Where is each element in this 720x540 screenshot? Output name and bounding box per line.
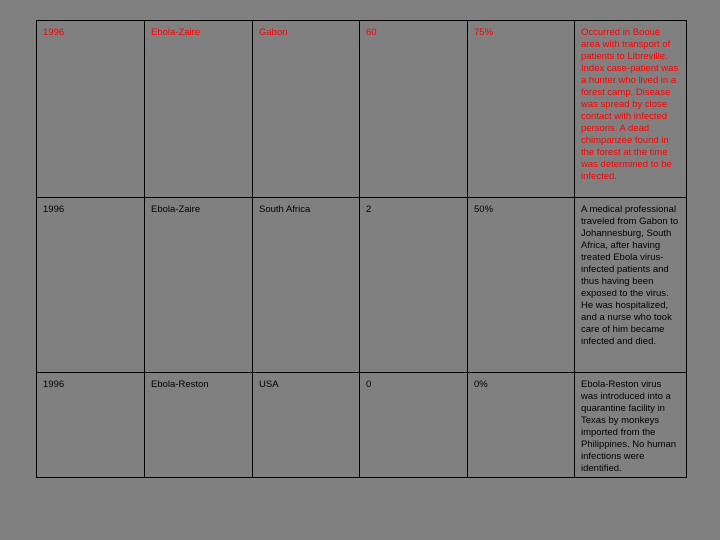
country-cell: USA	[253, 373, 360, 478]
notes-cell: Occurred in Booué area with transport of patients to Libreville. Index case-patient was a hunter who lived in a forest camp. Disease was spread by close contact with infected persons. A dead chimpanzee found in the forest at the time was determined to be infected.	[575, 21, 687, 198]
table-row	[37, 198, 687, 373]
notes-cell: A medical professional traveled from Gabon to Johannesburg, South Africa, after having treated Ebola virus-infected patients and thus having been exposed to the virus. He was hospitalized, and a nurse who took care of him became infected and died.	[575, 198, 687, 373]
fatality-rate-cell: 50%	[468, 198, 575, 373]
notes-cell: Ebola-Reston virus was introduced into a quarantine facility in Texas by monkeys imported from the Philippines. No human infections were identified.	[575, 373, 687, 478]
year-cell: 1996	[37, 21, 145, 198]
table-row	[37, 21, 687, 198]
outbreak-table	[36, 20, 687, 478]
cases-cell: 2	[360, 198, 468, 373]
country-cell: South Africa	[253, 198, 360, 373]
virus-cell: Ebola-Zaire	[145, 198, 253, 373]
country-cell: Gabon	[253, 21, 360, 198]
virus-cell: Ebola-Reston	[145, 373, 253, 478]
cases-cell: 0	[360, 373, 468, 478]
fatality-rate-cell: 0%	[468, 373, 575, 478]
virus-cell: Ebola-Zaire	[145, 21, 253, 198]
cases-cell: 60	[360, 21, 468, 198]
year-cell: 1996	[37, 373, 145, 478]
table-row	[37, 373, 687, 478]
year-cell: 1996	[37, 198, 145, 373]
fatality-rate-cell: 75%	[468, 21, 575, 198]
